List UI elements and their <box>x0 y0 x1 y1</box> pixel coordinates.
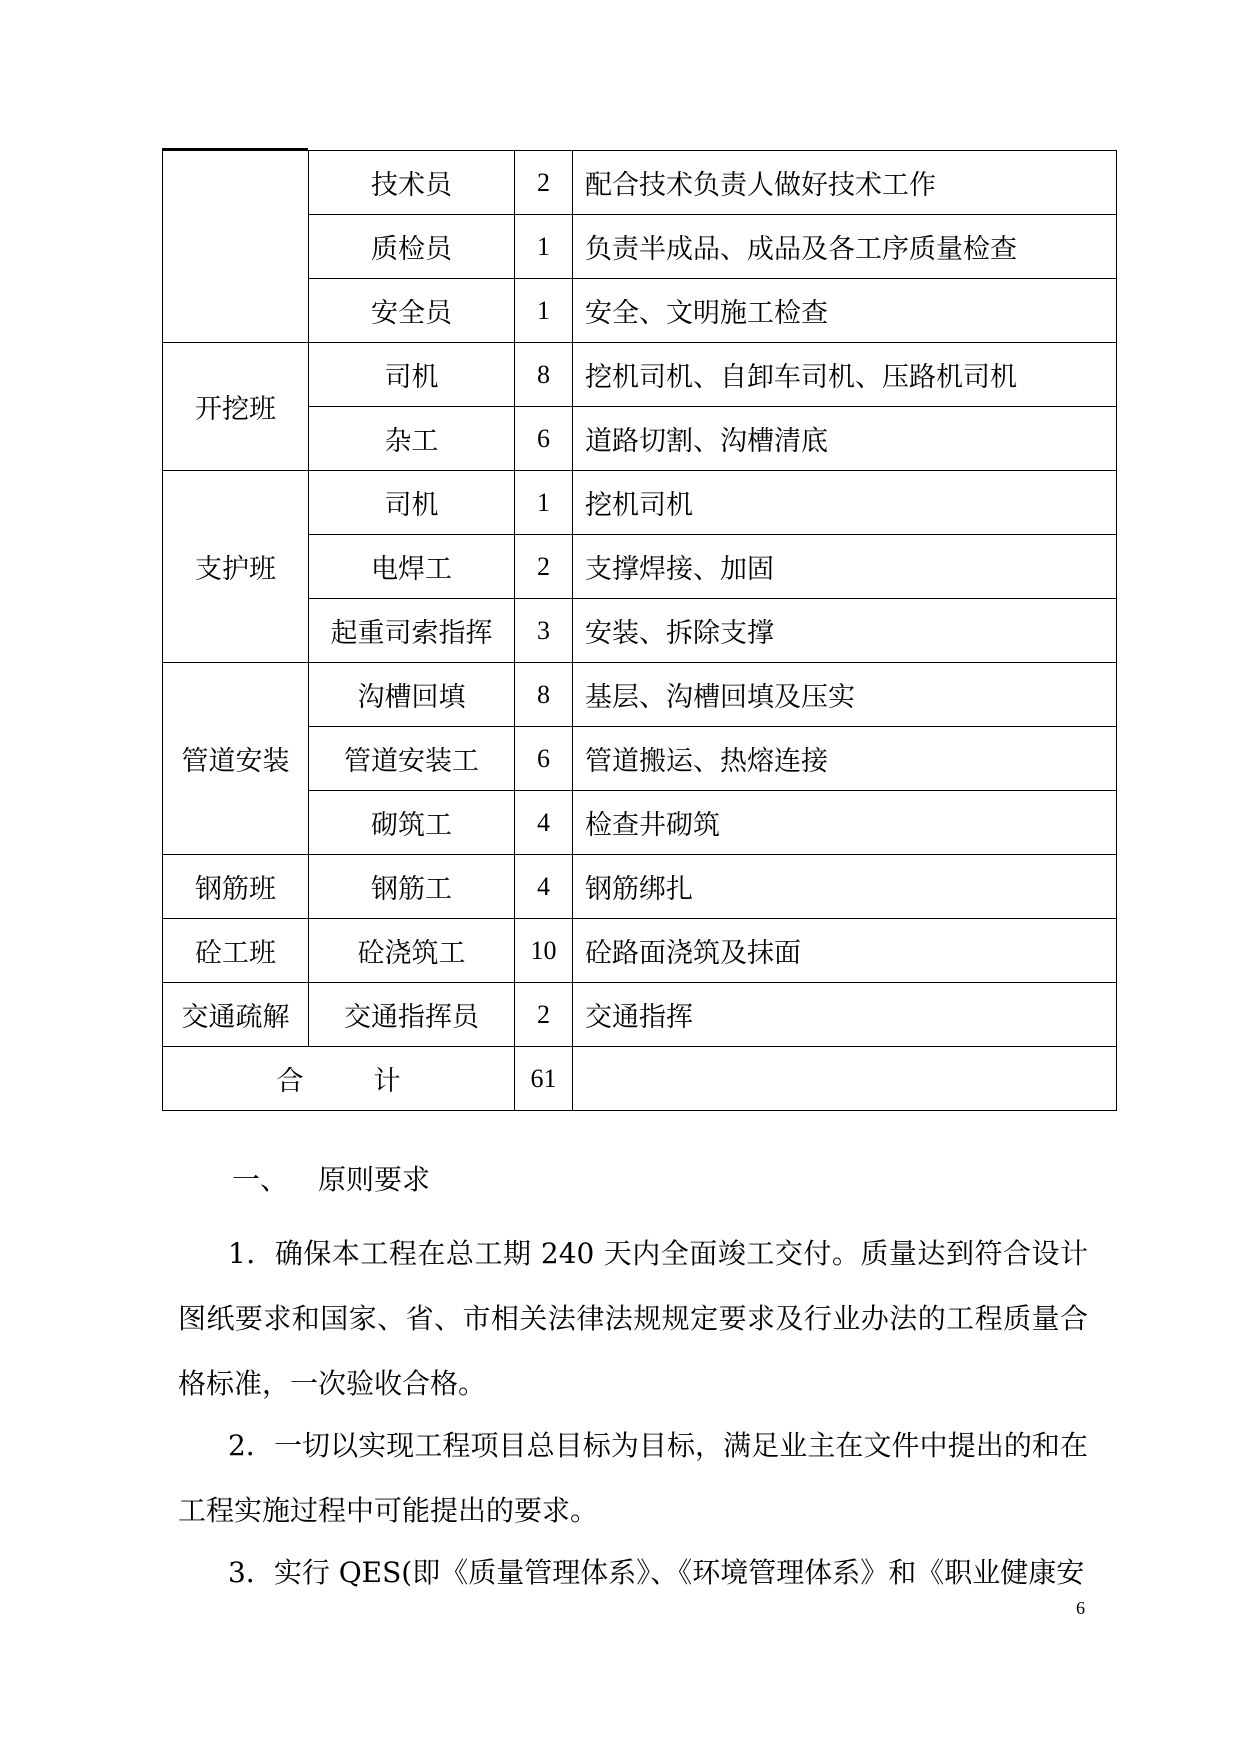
duty-cell: 支撑焊接、加固 <box>573 535 1117 599</box>
total-count-cell: 61 <box>515 1047 573 1111</box>
team-cell: 砼工班 <box>163 919 309 983</box>
team-cell: 管道安装 <box>163 663 309 855</box>
paragraph-3: 3．实行 QES(即《质量管理体系》、《环境管理体系》和《职业健康安 <box>228 1556 1085 1589</box>
role-cell: 电焊工 <box>309 535 515 599</box>
page-number: 6 <box>1076 1598 1085 1618</box>
total-row <box>163 1047 1117 1111</box>
paragraph-1: 1．确保本工程在总工期 240 天内全面竣工交付。质量达到符合设计图纸要求和国家、省、市相关法律法规规定要求及行业办法的工程质量合格标准，一次验收合格。 <box>178 1237 1088 1400</box>
duty-cell: 挖机司机 <box>573 471 1117 535</box>
role-cell: 安全员 <box>309 279 515 343</box>
role-cell: 钢筋工 <box>309 855 515 919</box>
section-title: 原则要求 <box>318 1163 431 1196</box>
role-cell: 技术员 <box>309 151 515 215</box>
total-label-b: 计 <box>373 1066 401 1097</box>
staff-allocation-table <box>162 150 1117 1111</box>
team-cell: 开挖班 <box>163 343 309 471</box>
team-cell <box>163 151 309 343</box>
table-row <box>163 855 1117 919</box>
duty-cell: 负责半成品、成品及各工序质量检查 <box>573 215 1117 279</box>
table-row <box>163 919 1117 983</box>
total-label-cell <box>163 1047 515 1111</box>
duty-cell: 基层、沟槽回填及压实 <box>573 663 1117 727</box>
duty-cell: 配合技术负责人做好技术工作 <box>573 151 1117 215</box>
count-cell: 3 <box>515 599 573 663</box>
role-cell: 沟槽回填 <box>309 663 515 727</box>
count-cell: 2 <box>515 535 573 599</box>
table-row <box>163 151 1117 215</box>
count-cell: 1 <box>515 471 573 535</box>
role-cell: 起重司索指挥 <box>309 599 515 663</box>
team-cell: 支护班 <box>163 471 309 663</box>
count-cell: 2 <box>515 151 573 215</box>
table-row <box>163 983 1117 1047</box>
count-cell: 4 <box>515 791 573 855</box>
duty-cell: 砼路面浇筑及抹面 <box>573 919 1117 983</box>
duty-cell: 挖机司机、自卸车司机、压路机司机 <box>573 343 1117 407</box>
duty-cell: 安装、拆除支撑 <box>573 599 1117 663</box>
count-cell: 1 <box>515 215 573 279</box>
role-cell: 砼浇筑工 <box>309 919 515 983</box>
table-row <box>163 343 1117 407</box>
duty-cell: 交通指挥 <box>573 983 1117 1047</box>
team-cell: 交通疏解 <box>163 983 309 1047</box>
count-cell: 6 <box>515 407 573 471</box>
duty-cell: 安全、文明施工检查 <box>573 279 1117 343</box>
table-row <box>163 471 1117 535</box>
count-cell: 10 <box>515 919 573 983</box>
role-cell: 司机 <box>309 471 515 535</box>
count-cell: 4 <box>515 855 573 919</box>
count-cell: 6 <box>515 727 573 791</box>
duty-cell: 检查井砌筑 <box>573 791 1117 855</box>
role-cell: 质检员 <box>309 215 515 279</box>
duty-cell: 钢筋绑扎 <box>573 855 1117 919</box>
role-cell: 司机 <box>309 343 515 407</box>
count-cell: 8 <box>515 343 573 407</box>
paragraph-2: 2．一切以实现工程项目总目标为目标，满足业主在文件中提出的和在工程实施过程中可能提出的要求。 <box>178 1429 1088 1527</box>
count-cell: 8 <box>515 663 573 727</box>
team-cell: 钢筋班 <box>163 855 309 919</box>
table-row <box>163 663 1117 727</box>
total-duty-cell <box>573 1047 1117 1111</box>
role-cell: 管道安装工 <box>309 727 515 791</box>
section-number: 一、 <box>232 1163 289 1196</box>
duty-cell: 道路切割、沟槽清底 <box>573 407 1117 471</box>
count-cell: 2 <box>515 983 573 1047</box>
section-heading <box>232 1158 430 1198</box>
total-label-a: 合 <box>276 1066 304 1097</box>
role-cell: 杂工 <box>309 407 515 471</box>
count-cell: 1 <box>515 279 573 343</box>
duty-cell: 管道搬运、热熔连接 <box>573 727 1117 791</box>
role-cell: 砌筑工 <box>309 791 515 855</box>
role-cell: 交通指挥员 <box>309 983 515 1047</box>
